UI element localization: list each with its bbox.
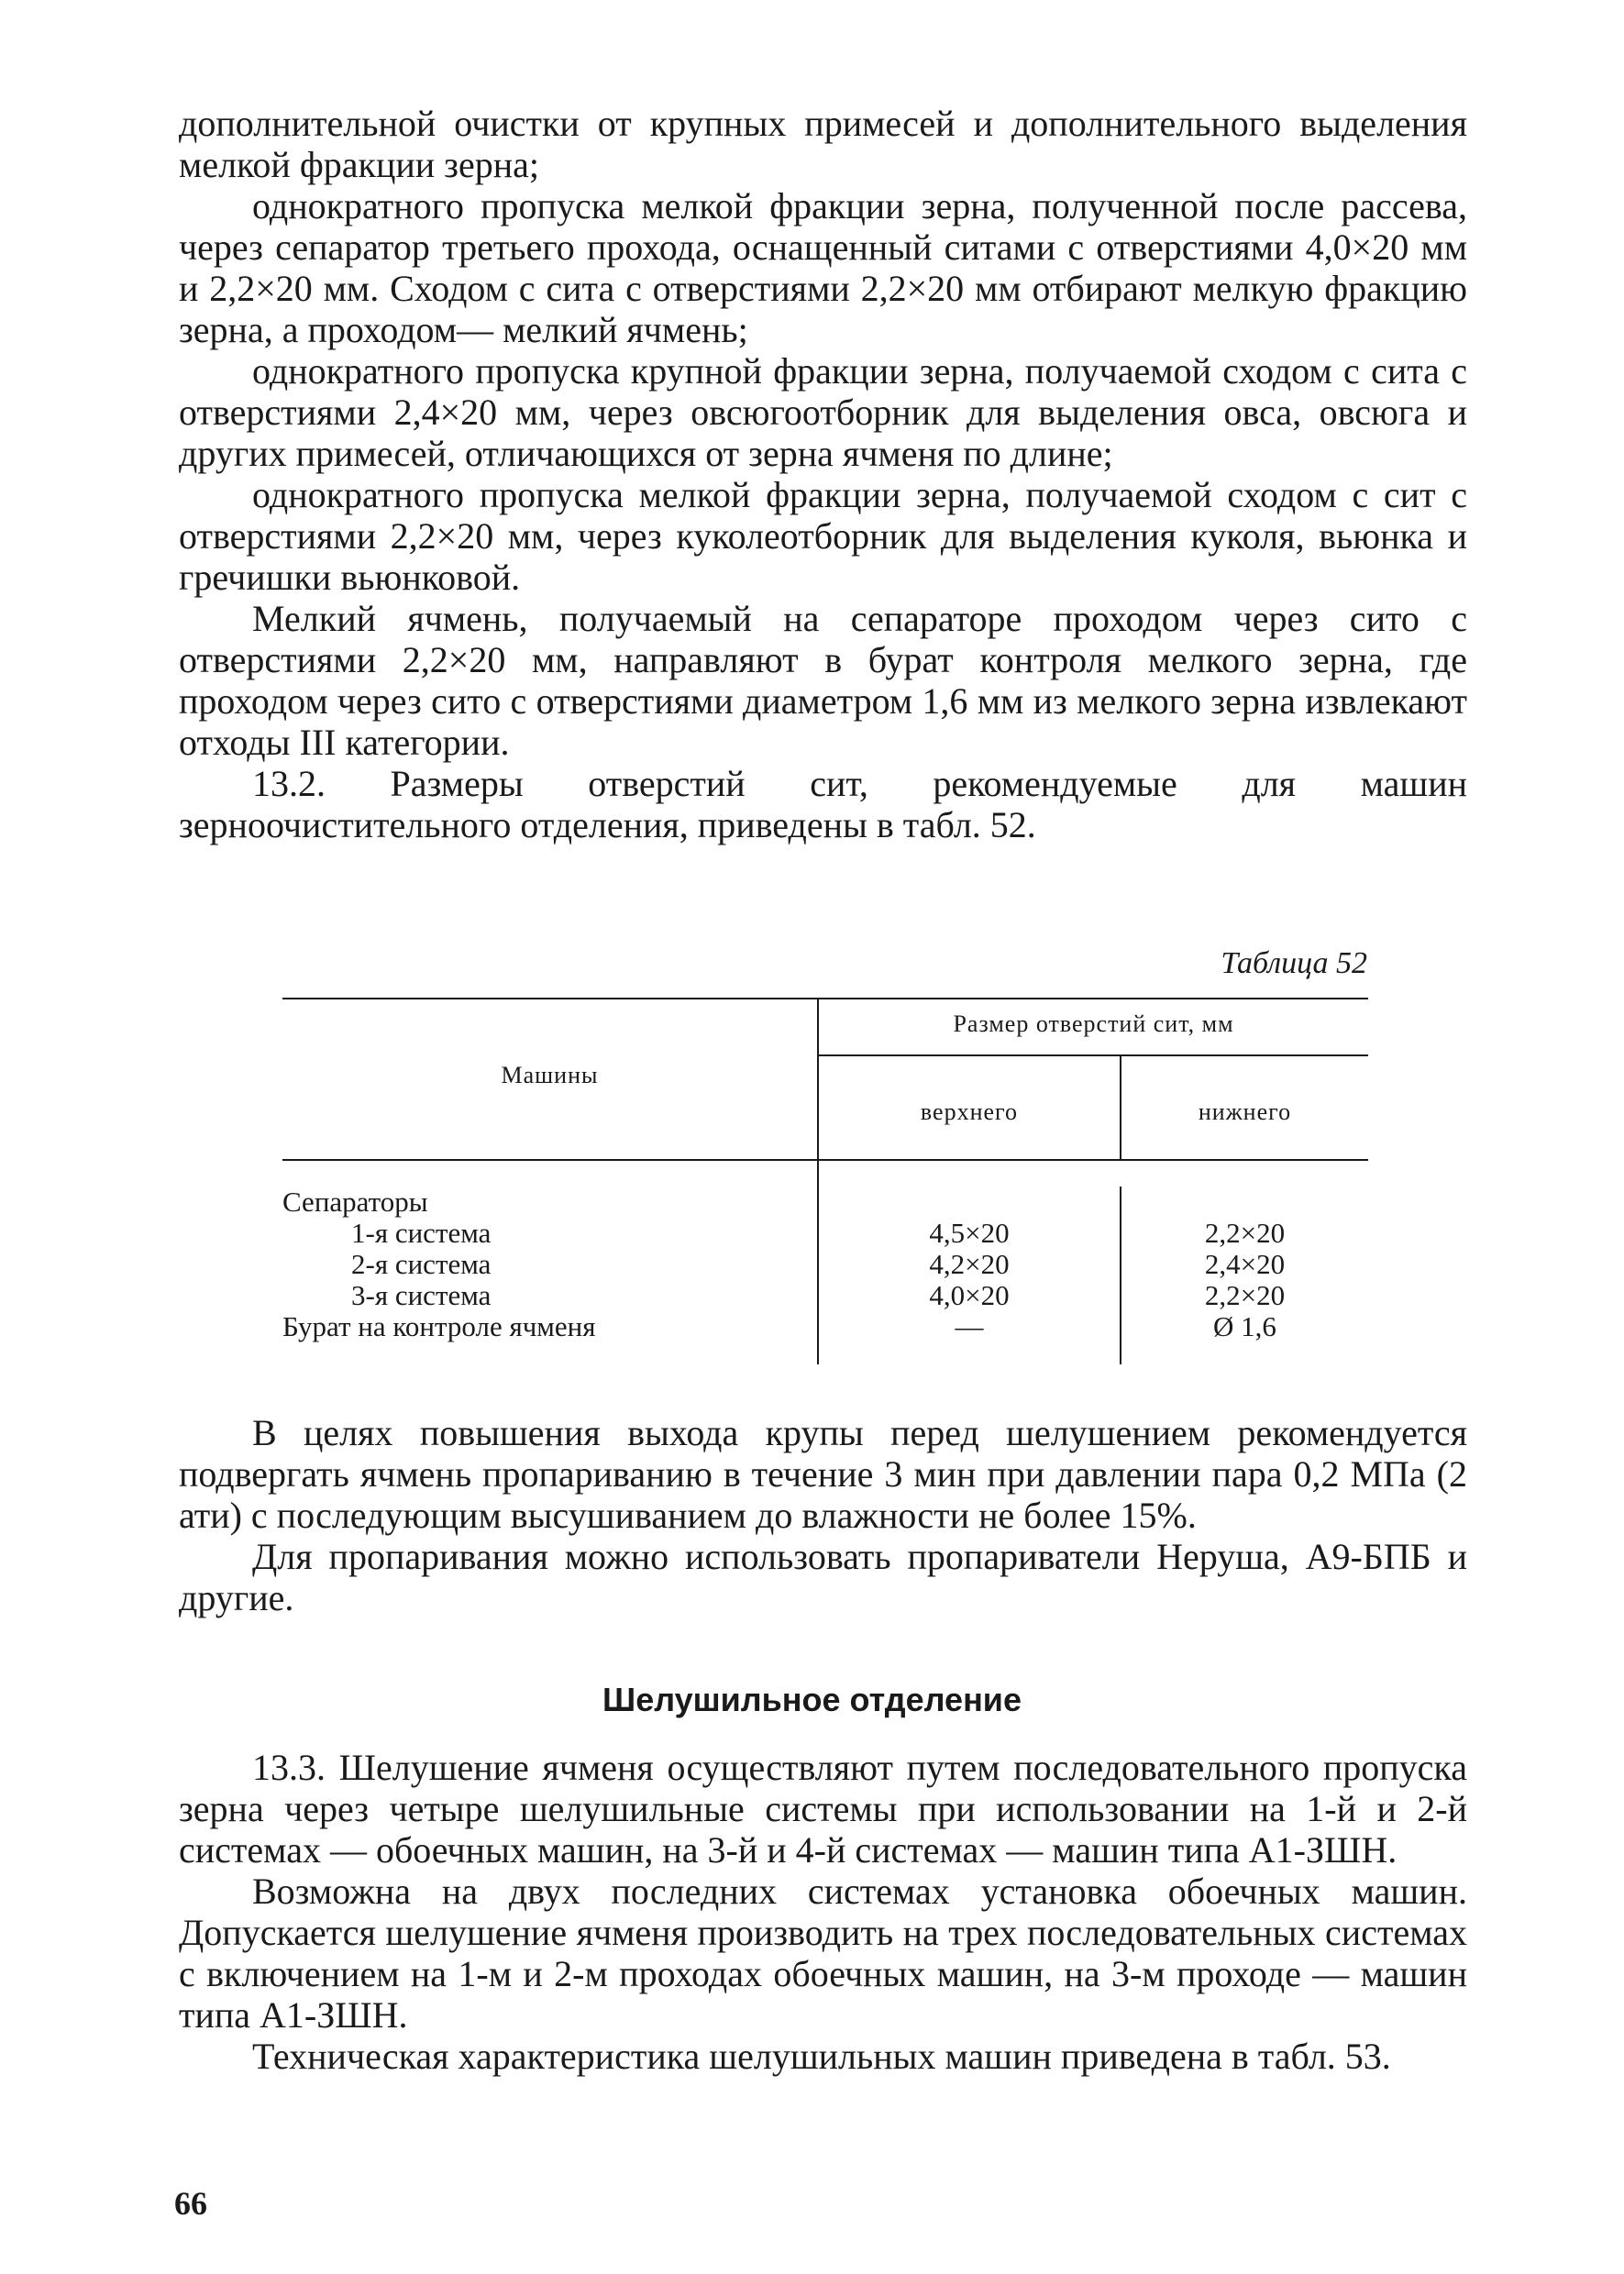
sieve-size-table <box>282 998 1368 1374</box>
paragraph: Техническая характеристика шелушильных машин приведена в табл. 53. <box>252 2036 1391 2077</box>
table-cell-lower: 2,2×20 <box>1204 1279 1286 1311</box>
table-row-label: Бурат на контроле ячменя <box>282 1310 596 1342</box>
table-row-label: Сепараторы <box>282 1186 428 1218</box>
paragraph: дополнительной очистки от крупных примесей и дополнительного выделения мелкой фракции зерна; <box>179 103 1467 185</box>
table-row-label: 1-я система <box>351 1217 492 1249</box>
table-cell-lower: Ø 1,6 <box>1213 1310 1276 1342</box>
table-row-label: 3-я система <box>351 1279 492 1311</box>
paragraph: В целях повышения выхода крупы перед шелушением рекомендуется подвергать ячмень пропариванию в течение 3 мин при давлении пара 0,2 МПа (2 ати) с последующим высушиванием до влажности не более 15%. <box>179 1412 1467 1536</box>
page-number: 66 <box>174 2185 207 2222</box>
section-heading: Шелушильное отделение <box>602 1681 1022 1718</box>
table-cell-upper: — <box>955 1310 984 1342</box>
paragraph: однократного пропуска крупной фракции зерна, получаемой сходом с сита с отверстиями 2,4×20 мм, через овсюгоотборник для выделения овса, овсюга и других примесей, отличающихся от зерна ячменя по длине; <box>179 350 1467 474</box>
paragraph: 13.2. Размеры отверстий сит, рекомендуемые для машин зерноочистительного отделения, приведены в табл. 52. <box>179 763 1467 845</box>
body-text-middle <box>179 1412 1467 1618</box>
header-machines: Машины <box>501 1062 599 1088</box>
paragraph: Возможна на двух последних системах установка обоечных машин. Допускается шелушение ячменя производить на трех последовательных системах с включением на 1-м и 2-м проходах обоечных машин, на 3-м проходе — машин типа А1-ЗШН. <box>179 1871 1467 2036</box>
body-text-top <box>179 103 1467 845</box>
table-row-label: 2-я система <box>351 1248 492 1280</box>
table-cell-upper: 4,0×20 <box>929 1279 1010 1311</box>
header-sieve-size: Размер отверстий сит, мм <box>953 1010 1234 1037</box>
table-header-bottom-rule <box>282 1159 1368 1161</box>
table-cell-lower: 2,4×20 <box>1204 1248 1286 1280</box>
table-top-rule <box>282 998 1368 999</box>
table-cell-lower: 2,2×20 <box>1204 1217 1286 1249</box>
table-header-group-rule <box>819 1054 1368 1056</box>
header-lower: нижнего <box>1198 1098 1292 1125</box>
paragraph: однократного пропуска мелкой фракции зерна, полученной после рассева, через сепаратор третьего прохода, оснащенный ситами с отверстиями 4,0×20 мм и 2,2×20 мм. Сходом с сита с отверстиями 2,2×20 мм отбирают мелкую фракцию зерна, а проходом— мелкий ячмень; <box>179 185 1467 350</box>
table-cell-upper: 4,2×20 <box>929 1248 1010 1280</box>
paragraph: Для пропаривания можно использовать пропариватели Неруша, А9-БПБ и другие. <box>179 1536 1467 1618</box>
paragraph: 13.3. Шелушение ячменя осуществляют путем последовательного пропуска зерна через четыре шелушильные системы при использовании на 1-й и 2-й системах — обоечных машин, на 3-й и 4-й системах — машин типа А1-ЗШН. <box>179 1747 1467 1871</box>
table-cell-upper: 4,5×20 <box>929 1217 1010 1249</box>
paragraph: однократного пропуска мелкой фракции зерна, получаемой сходом с сит с отверстиями 2,2×20 мм, через куколеотборник для выделения куколя, вьюнка и гречишки вьюнковой. <box>179 474 1467 598</box>
paragraph: Мелкий ячмень, получаемый на сепараторе проходом через сито с отверстиями 2,2×20 мм, направляют в бурат контроля мелкого зерна, где проходом через сито с отверстиями диаметром 1,6 мм из мелкого зерна извлекают отходы III категории. <box>179 598 1467 763</box>
body-text-bottom <box>179 1747 1467 2077</box>
table-caption: Таблица 52 <box>1221 946 1367 980</box>
header-upper: верхнего <box>920 1098 1019 1125</box>
